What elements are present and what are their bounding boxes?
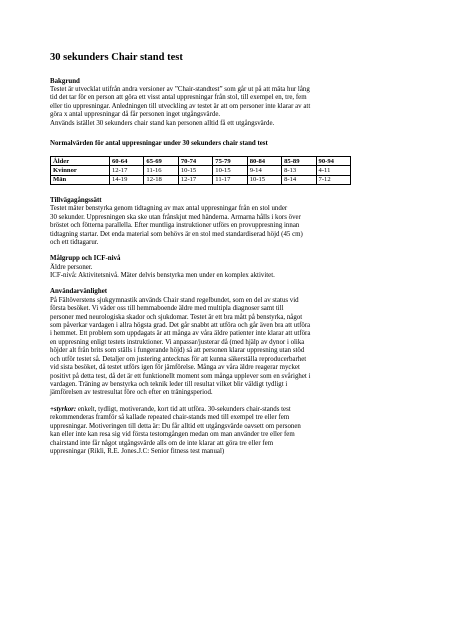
section-heading: Normalvärden för antal uppresningar under 30 sekunders chair stand test (50, 139, 268, 147)
section-normalvarden (50, 140, 410, 185)
table-header-row (51, 157, 351, 166)
table-cell: 10-15 (213, 166, 247, 175)
paragraph-line: uppresningar (Rikli, R.E. Jones.J.C: Senior fitness test manual) (50, 447, 225, 455)
paragraph-line: tid det tar för en person att göra ett visst antal uppresningar från stol, till exempel en, tre, fem (50, 94, 307, 102)
table-cell: Män (51, 175, 110, 184)
paragraph-line: som påverkar vardagen i allra högsta grad. Det går snabbt att utföra och går även bra att utföra (50, 322, 311, 330)
table-cell: 12-18 (144, 175, 178, 184)
section-heading: Användarvänlighet (50, 288, 108, 296)
paragraph-line: vid sista besöket, då testet utförs igen för jämförelse. Många av våra äldre reagerar mycket (50, 364, 300, 372)
paragraph-line: göra x antal uppresningar då får personen inget utgångsvärde. (50, 111, 221, 119)
table-cell: 4-11 (316, 166, 350, 175)
paragraph-line (50, 406, 410, 414)
section-malgrupp (50, 255, 410, 280)
paragraph-line: Testet är utvecklat utifrån andra versioner av ”Chair-standtest” som går ut på att mäta hur lång (50, 85, 310, 93)
section-heading: Tillvägagångssätt (50, 196, 102, 204)
table-header-cell: 60-64 (110, 157, 144, 166)
paragraph-line: tidtagning startar. Det enda material som behövs är en stol med standardiserad höjd (45 cm) (50, 230, 303, 238)
paragraph-line: en uppresning enligt testets instruktioner. Vi anpassar/justerar då (med hjälp av dynor i olika (50, 338, 305, 346)
paragraph-line: i hemmet. Ett problem som uppdagats är att många av våra äldre patienter inte klarar att utföra (50, 330, 311, 338)
normal-values-table (50, 156, 351, 185)
section-bakgrund (50, 78, 410, 128)
paragraph-line: Äldre personer. (50, 263, 93, 271)
table-cell: 7-12 (316, 175, 350, 184)
section-heading: Målgrupp och ICF-nivå (50, 255, 121, 263)
table-cell: 8-13 (282, 166, 316, 175)
table-header-cell: 65-69 (144, 157, 178, 166)
paragraph-line: Används istället 30 sekunders chair stand kan personen alltid få ett utgångsvärde. (50, 119, 275, 127)
section-anvandarvanlighet (50, 288, 410, 397)
table-header-cell: 70-74 (178, 157, 212, 166)
table-cell: Kvinnor (51, 166, 110, 175)
section-styrkor (50, 406, 410, 457)
document-title: 30 sekunders Chair stand test (50, 52, 183, 63)
document-body (50, 52, 410, 464)
paragraph-line: jämförelsen av testresultat före och efter en träningsperiod. (50, 389, 213, 397)
paragraph-line: vardagen. Träning av benstyrka och teknik leder till resultat vilket blir väldigt tydligt i (50, 380, 288, 388)
table-cell: 12-17 (110, 166, 144, 175)
table-cell: 11-16 (144, 166, 178, 175)
table-header-cell: 85-89 (282, 157, 316, 166)
table-cell: 9-14 (247, 166, 281, 175)
table-header-cell: Ålder (51, 157, 110, 166)
paragraph-line: bröstet och fötterna parallella. Efter muntliga instruktioner utförs en provuppresning innan (50, 222, 300, 230)
paragraph-line: första besöket. Vi väder oss till hemmaboende äldre med multipla diagnoser samt till (50, 305, 284, 313)
paragraph-line: chairstand inte får något utgångsvärde alls om de inte klarar att göra tre eller fem (50, 439, 274, 447)
paragraph-line: uppresningar. Motiveringen till detta är: Du får alltid ett utgångsvärde oavsett om personen (50, 422, 301, 430)
paragraph-line: ICF-nivå: Aktivitetsnivå. Mäter delvis benstyrka men under en komplex aktivitet. (50, 272, 275, 280)
table-header-cell: 75-79 (213, 157, 247, 166)
paragraph-line: höjder alt från brits som ställs i fungerande höjd) så att personen klarar uppresning utan stöd (50, 347, 305, 355)
table-cell: 14-19 (110, 175, 144, 184)
table-row (51, 166, 351, 175)
paragraph-line: personer med neurologiska skador och sjukdomar. Testet är ett bra mått på benstyrka, något (50, 313, 303, 321)
table-cell: 10-15 (178, 166, 212, 175)
paragraph-line: kan eller inte kan resa sig vid första testomgången medan om man använder tre eller fem (50, 431, 295, 439)
table-cell: 11-17 (213, 175, 247, 184)
section-heading: Bakgrund (50, 77, 80, 85)
paragraph-line: och utför testet så. Detaljer om justering antecknas för att kunna säkerställa reproducerbarhet (50, 355, 307, 363)
paragraph-line: och ett tidtagarur. (50, 238, 99, 246)
table-header-cell: 80-84 (247, 157, 281, 166)
table-cell: 10-15 (247, 175, 281, 184)
paragraph-line: 30 sekunder. Uppresningen ska ske utan frånskjut med händerna. Armarna hålls i kors över (50, 213, 301, 221)
paragraph-line: positivt på detta test, då det är ett funktionellt moment som många upplever som en svårighet i (50, 372, 311, 380)
table-cell: 12-17 (178, 175, 212, 184)
styrkor-first-line: enkelt, tydligt, motiverande, kort tid att utföra. 30-sekunders chair-stands test (76, 405, 291, 413)
table-row (51, 175, 351, 184)
section-tillvagagangssatt (50, 197, 410, 247)
table-cell: 8-14 (282, 175, 316, 184)
paragraph-line: eller tio uppresningar. Anledningen till utveckling av testet är att om personer inte klarar av att (50, 102, 311, 110)
table-header-cell: 90-94 (316, 157, 350, 166)
paragraph-line: Testet mäter benstyrka genom tidtagning av max antal uppresningar från en stol under (50, 205, 288, 213)
paragraph-line: rekommenderas framför så kallade repeated chair-stands med till exempel tre eller fem (50, 414, 290, 422)
styrkor-lead: +styrkor: (50, 405, 77, 413)
paragraph-line: På Fältöverstens sjukgymnastik används Chair stand regelbundet, som en del av status vid (50, 296, 299, 304)
